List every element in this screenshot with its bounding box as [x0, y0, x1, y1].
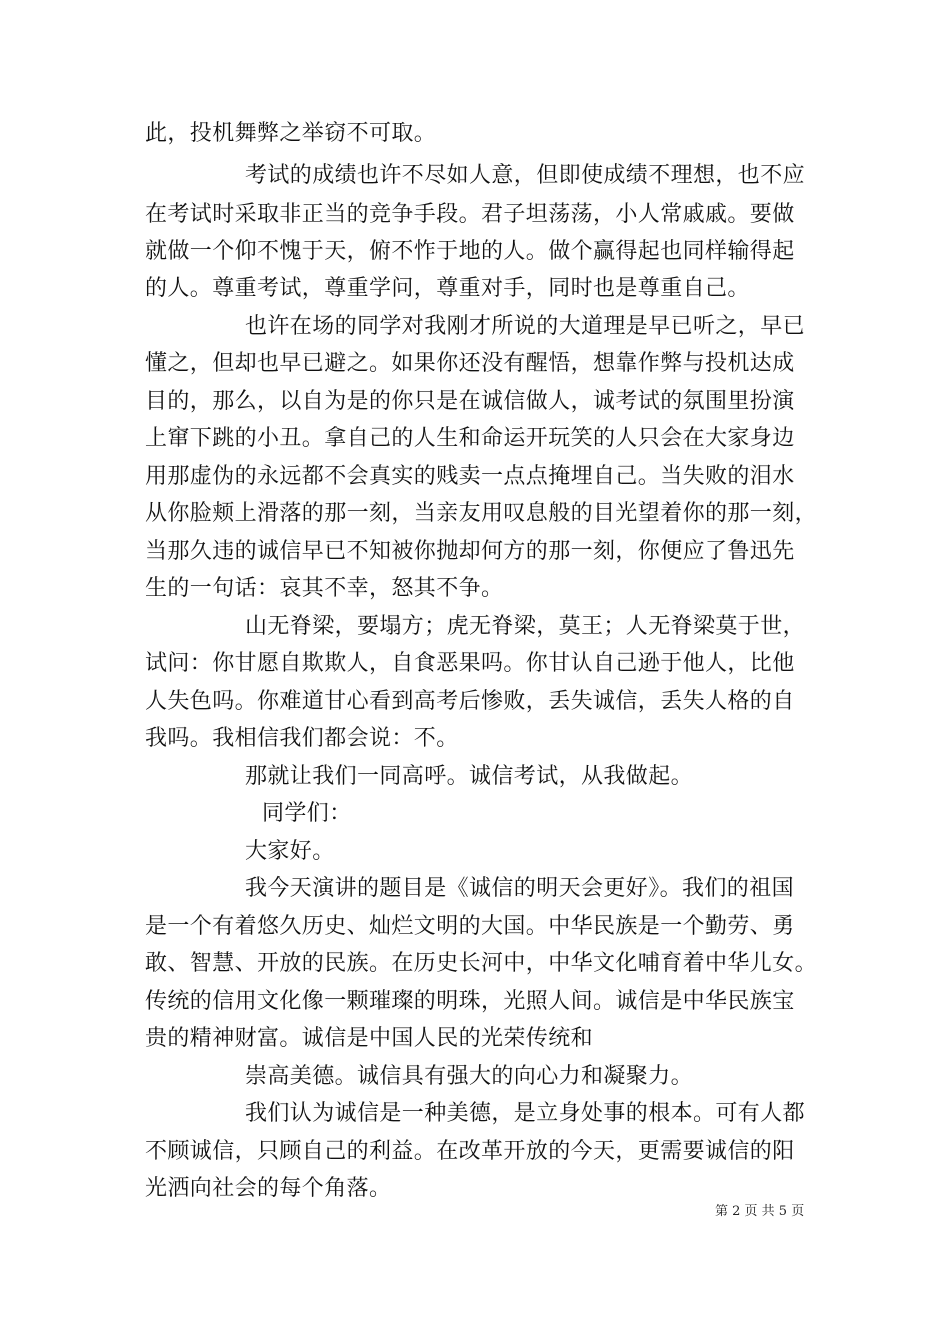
text-line: 我们认为诚信是一种美德，是立身处事的根本。可有人都 — [245, 1101, 806, 1126]
text-line: 当那久违的诚信早已不知被你抛却何方的那一刻，你便应了鲁迅先 — [145, 539, 795, 564]
text-line: 目的，那么，以自为是的你只是在诚信做人，诚考试的氛围里扮演 — [145, 389, 795, 414]
text-line: 是一个有着悠久历史、灿烂文明的大国。中华民族是一个勤劳、勇 — [145, 914, 795, 939]
text-line: 敢、智慧、开放的民族。在历史长河中，中华文化哺育着中华儿女。 — [145, 951, 818, 976]
text-line: 光洒向社会的每个角落。 — [145, 1176, 392, 1201]
text-line: 同学们： — [262, 801, 352, 826]
text-line: 不顾诚信，只顾自己的利益。在改革开放的今天，更需要诚信的阳 — [145, 1139, 795, 1164]
text-line: 贵的精神财富。诚信是中国人民的光荣传统和 — [145, 1026, 594, 1051]
text-line: 在考试时采取非正当的竞争手段。君子坦荡荡，小人常戚戚。要做 — [145, 202, 795, 227]
text-line: 考试的成绩也许不尽如人意，但即使成绩不理想，也不应 — [245, 163, 806, 188]
text-line: 试问：你甘愿自欺欺人，自食恶果吗。你甘认自己逊于他人，比他 — [145, 651, 795, 676]
text-line: 懂之，但却也早已避之。如果你还没有醒悟，想靠作弊与投机达成 — [145, 351, 795, 376]
text-line: 大家好。 — [245, 839, 335, 864]
text-line: 此，投机舞弊之举窃不可取。 — [145, 121, 437, 146]
text-line: 人失色吗。你难道甘心看到高考后惨败，丢失诚信，丢失人格的自 — [145, 689, 795, 714]
text-line: 上窜下跳的小丑。拿自己的人生和命运开玩笑的人只会在大家身边 — [145, 426, 795, 451]
text-line: 山无脊梁，要塌方；虎无脊梁，莫王；人无脊梁莫于世， — [245, 614, 806, 639]
text-line: 我今天演讲的题目是《诚信的明天会更好》。我们的祖国 — [245, 876, 795, 901]
text-line: 用那虚伪的永远都不会真实的贱卖一点点掩埋自己。当失败的泪水 — [145, 464, 795, 489]
text-line: 生的一句话：哀其不幸，怒其不争。 — [145, 576, 504, 601]
text-line: 传统的信用文化像一颗璀璨的明珠，光照人间。诚信是中华民族宝 — [145, 989, 795, 1014]
text-line: 崇高美德。诚信具有强大的向心力和凝聚力。 — [245, 1064, 694, 1089]
text-line: 就做一个仰不愧于天，俯不怍于地的人。做个赢得起也同样输得起 — [145, 239, 795, 264]
text-line: 我吗。我相信我们都会说：不。 — [145, 726, 459, 751]
text-line: 从你脸颊上滑落的那一刻，当亲友用叹息般的目光望着你的那一刻， — [145, 501, 818, 526]
text-line: 也许在场的同学对我刚才所说的大道理是早已听之，早已 — [245, 314, 806, 339]
page-number-footer: 第 2 页 共 5 页 — [715, 1204, 805, 1219]
text-line: 的人。尊重考试，尊重学问，尊重对手，同时也是尊重自己。 — [145, 276, 750, 301]
text-line: 那就让我们一同高呼。诚信考试，从我做起。 — [245, 764, 694, 789]
